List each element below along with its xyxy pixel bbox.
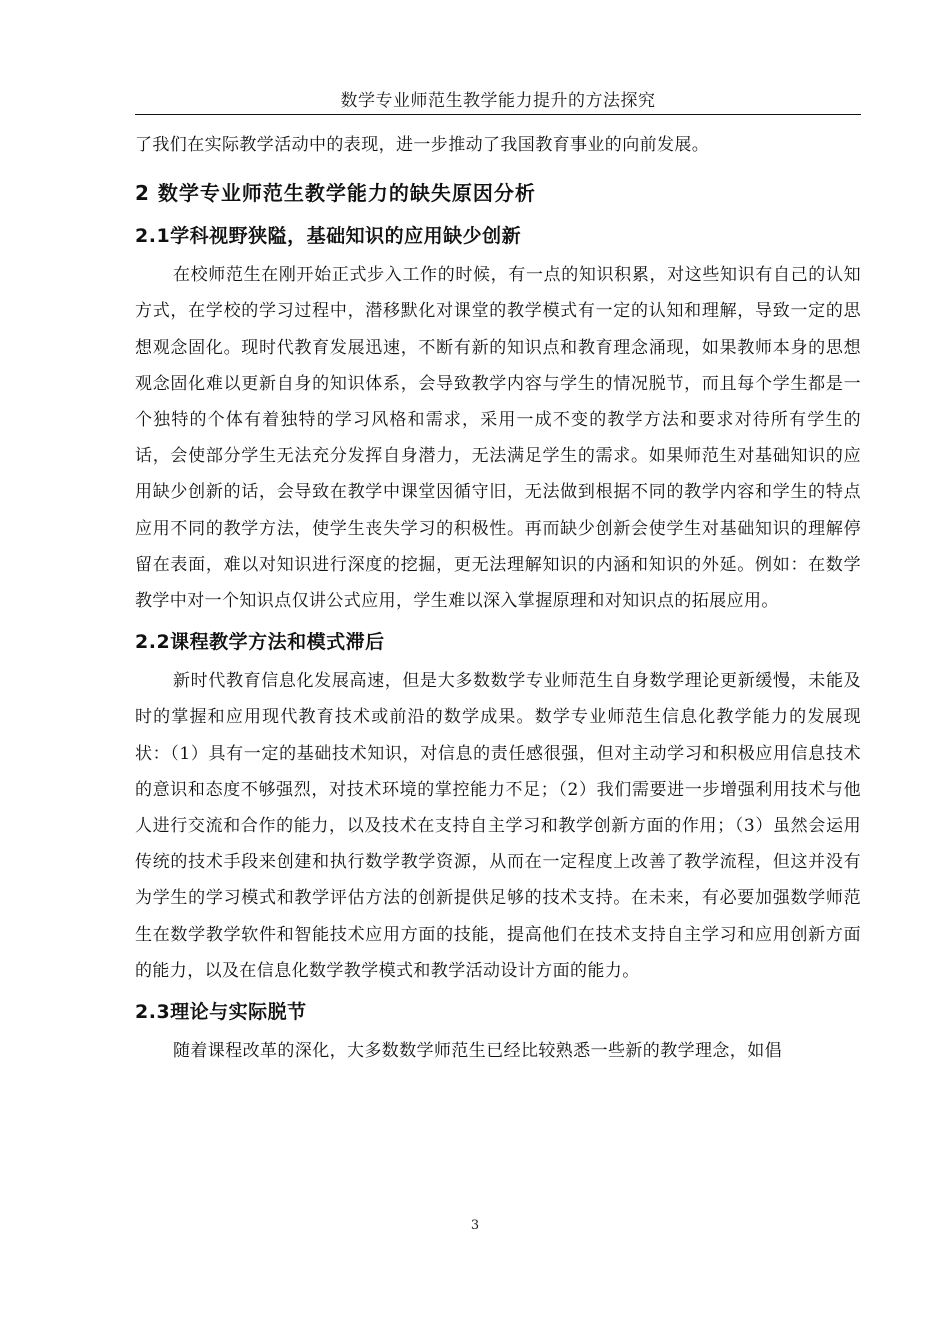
page-body — [135, 127, 861, 1069]
page-number: 3 — [470, 1218, 480, 1233]
section-2-1-paragraph: 在校师范生在刚开始正式步入工作的时候，有一点的知识积累，对这些知识有自己的认知方式，在学校的学习过程中，潜移默化对课堂的教学模式有一定的认知和理解，导致一定的思想观念固化。现时代教育发展迅速，不断有新的知识点和教育理念涌现，如果教师本身的思想观念固化难以更新自身的知识体系，会导致教学内容与学生的情况脱节，而且每个学生都是一个独特的个体有着独特的学习风格和需求，采用一成不变的教学方法和要求对待所有学生的话，会使部分学生无法充分发挥自身潜力，无法满足学生的需求。如果师范生对基础知识的应用缺少创新的话，会导致在教学中课堂因循守旧，无法做到根据不同的教学内容和学生的特点应用不同的教学方法，使学生丧失学习的积极性。再而缺少创新会使学生对基础知识的理解停留在表面，难以对知识进行深度的挖掘，更无法理解知识的内涵和知识的外延。例如：在数学教学中对一个知识点仅讲公式应用，学生难以深入掌握原理和对知识点的拓展应用。 — [135, 265, 861, 612]
header-divider — [135, 114, 861, 115]
section-2-heading: 2 数学专业师范生教学能力的缺失原因分析 — [135, 181, 536, 206]
running-header-title: 数学专业师范生教学能力提升的方法探究 — [340, 91, 656, 111]
continuation-paragraph: 了我们在实际教学活动中的表现，进一步推动了我国教育事业的向前发展。 — [135, 135, 710, 155]
section-2-2-paragraph: 新时代教育信息化发展高速，但是大多数数学专业师范生自身数学理论更新缓慢，未能及时的掌握和应用现代教育技术或前沿的数学成果。数学专业师范生信息化教学能力的发展现状：（1）具有一定的基础技术知识，对信息的责任感很强，但对主动学习和积极应用信息技术的意识和态度不够强烈，对技术环境的掌控能力不足；（2）我们需要进一步增强利用技术与他人进行交流和合作的能力，以及技术在支持自主学习和教学创新方面的作用；（3）虽然会运用传统的技术手段来创建和执行数学教学资源，从而在一定程度上改善了教学流程，但这并没有为学生的学习模式和教学评估方法的创新提供足够的技术支持。在未来，有必要加强数学师范生在数学教学软件和智能技术应用方面的技能，提高他们在技术支持自主学习和应用创新方面的能力，以及在信息化数学教学模式和教学活动设计方面的能力。 — [135, 671, 861, 981]
section-2-3-paragraph: 随着课程改革的深化，大多数数学师范生已经比较熟悉一些新的教学理念，如倡 — [173, 1041, 782, 1062]
section-2-3-heading: 2.3理论与实际脱节 — [135, 1001, 307, 1024]
section-2-2-heading: 2.2课程教学方法和模式滞后 — [135, 631, 385, 654]
section-2-1-heading: 2.1学科视野狭隘，基础知识的应用缺少创新 — [135, 225, 522, 248]
